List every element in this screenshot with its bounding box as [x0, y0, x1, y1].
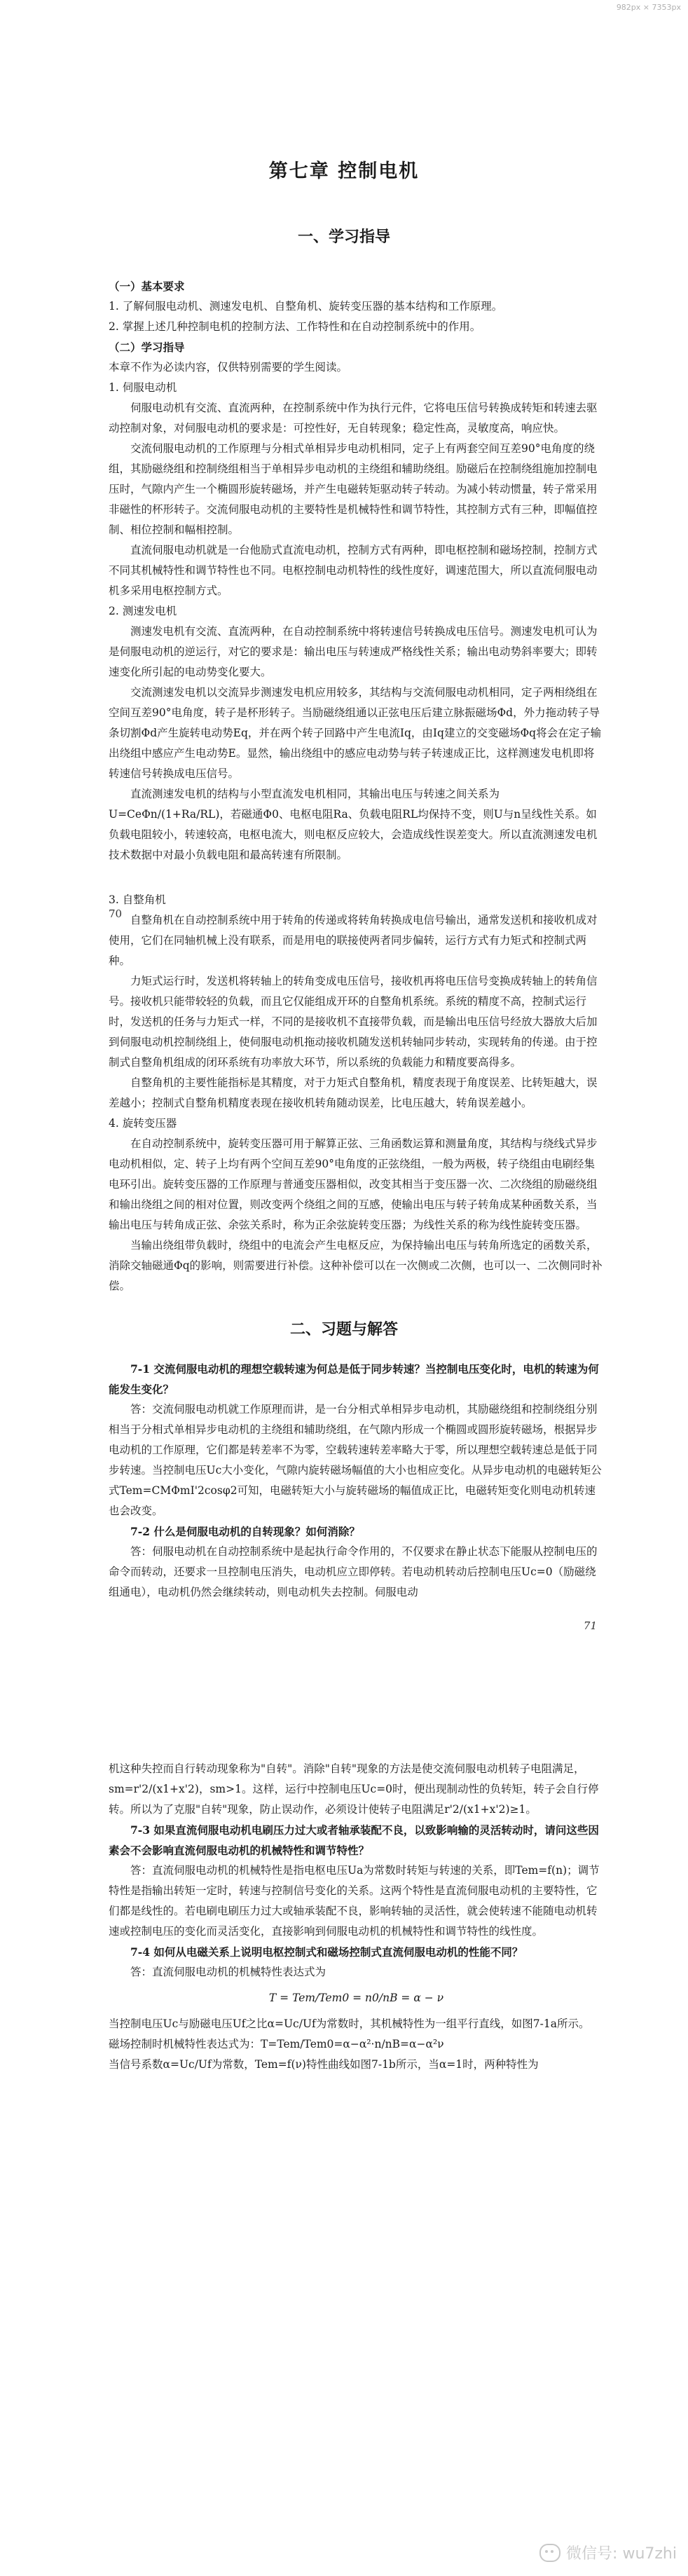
book-page-72 — [0, 1745, 688, 2576]
paragraph: 当信号系数α=Uc/Uf为常数，Tem=f(ν)特性曲线如图7-1b所示，当α=1时，两种特性为 — [109, 2058, 539, 2071]
question: 7-1 交流伺服电动机的理想空载转速为何总是低于同步转速？当控制电压变化时，电机的转速为何能发生变化？ — [109, 1362, 599, 1396]
paragraph: 直流测速发电机的结构与小型直流发电机相同，其输出电压与转速之间关系为U=CeΦn/(1+Ra/RL)，若磁通Φ0、电枢电阻Ra、负载电阻RL均保持不变，则U与n呈线性关系。如负载电阻较小，转速较高，电枢电流大，则电枢反应较大，会造成线性误差变大。所以直流测速发电机技术数据中对最小负载电阻和最高转速有所限制。 — [109, 788, 598, 861]
section-title-learning-guide: 一、学习指导 — [297, 228, 390, 246]
page3-body — [0, 1745, 688, 2075]
page2-body — [0, 862, 688, 1296]
paragraph: 3. 自整角机 — [109, 893, 166, 906]
paragraph: 交流测速发电机以交流异步测速发电机应用较多，其结构与交流伺服电动机相同，定子两相绕组在空间互差90°电角度，转子是杯形转子。当励磁绕组通以正弦电压后建立脉振磁场Φd，外力拖动转子导条切割Φd产生旋转电动势Eq，并在两个转子回路中产生电流Iq，由Iq建立的交变磁场Φq将会在定子输出绕组中感应产生电动势E。显然，输出绕组中的感应电动势与转子转速成正比，这样测速发电机即将转速信号转换成电压信号。 — [109, 686, 602, 780]
watermark-text: 微信号: wu7zhi — [566, 2545, 677, 2563]
paragraph: 在自动控制系统中，旋转变压器可用于解算正弦、三角函数运算和测量角度，其结构与绕线式异步电动机相似，定、转子上均有两个空间互差90°电角度的正弦绕组，一般为两极，转子绕组由电刷经集电环引出。旋转变压器的工作原理与普通变压器相似，改变其相当于变压器一次、二次绕组的励磁绕组和输出绕组之间的相对位置，则改变两个绕组之间的互感，使输出电压与转子转角成某种函数关系，当输出电压与转角成正弦、余弦关系时，称为正余弦旋转变压器；为线性关系的称为线性旋转变压器。 — [109, 1137, 598, 1231]
paragraph: 当控制电压Uc与励磁电压Uf之比α=Uc/Uf为常数时，其机械特性为一组平行直线，如图7-1a所示。 — [109, 2017, 590, 2030]
paragraph: 自整角机的主要性能指标是其精度，对于力矩式自整角机，精度表现于角度误差、比转矩越大，误差越小；控制式自整角机精度表现在接收机转角随动误差，比电压越大，转角误差越小。 — [109, 1076, 598, 1109]
paragraph: 答：直流伺服电动机的机械特性是指电枢电压Ua为常数时转矩与转速的关系，即Tem=f(n)；调节特性是指输出转矩一定时，转速与控制信号变化的关系。这两个特性是直流伺服电动机的主要特性，它们都是线性的。若电刷电刷压力过大或轴承装配不良，影响转轴的灵活性，就会使转速不能随电动机转速或控制电压的变化而灵活变化，直接影响到伺服电动机的机械特性和调节特性的线性度。 — [109, 1864, 600, 1938]
paragraph: 本章不作为必读内容，仅供特别需要的学生阅读。 — [109, 361, 348, 374]
page-number-70: 70 — [109, 907, 123, 920]
chapter-title: 第七章 控制电机 — [268, 160, 420, 182]
paragraph: 机这种失控而自行转动现象称为"自转"。消除"自转"现象的方法是使交流伺服电动机转子电阻满足，sm=r'2/(x1+x'2)，sm>1。这样，运行中控制电压Uc=0时，便出现制动性的负转矩，转子会自行停转。所以为了克服"自转"现象，防止误动作，必须设计使转子电阻满足r'2/(x1+x'2)≥1。 — [109, 1762, 599, 1816]
paragraph: 1. 了解伺服电动机、测速发电机、自整角机、旋转变压器的基本结构和工作原理。 — [109, 300, 503, 313]
question: 7-2 什么是伺服电动机的自转现象？如何消除？ — [130, 1525, 360, 1538]
paragraph: 答：伺服电动机在自动控制系统中是起执行命令作用的，不仅要求在静止状态下能服从控制电压的命令而转动，还要求一旦控制电压消失，电动机应立即停转。若电动机转动后控制电压Uc=0（励磁绕组通电），电动机仍然会继续转动，则电动机失去控制。伺服电动 — [109, 1545, 598, 1598]
image-size-label: 982px × 7353px — [616, 3, 681, 12]
paragraph: 4. 旋转变压器 — [109, 1117, 177, 1130]
paragraph: 答：直流伺服电动机的机械特性表达式为 — [130, 1966, 326, 1978]
paragraph: 力矩式运行时，发送机将转轴上的转角变成电压信号，接收机再将电压信号变换成转轴上的转角信号。接收机只能带较轻的负载，而且它仅能组成开环的自整角机系统。系统的精度不高，控制式运行时，发送机的任务与力矩式一样，不同的是接收机不直接带负载，而是输出电压信号经放大器放大后加到伺服电动机控制绕组上，使伺服电动机拖动接收机随发送机转轴同步转动，实现转角的传递。由于控制式自整角机组成的闭环系统有功率放大环节，所以系统的负载能力和精度要高得多。 — [109, 975, 598, 1069]
paragraph: 2. 掌握上述几种控制电机的控制方法、工作特性和在自动控制系统中的作用。 — [109, 320, 481, 333]
page1-body — [0, 276, 688, 865]
paragraph: 1. 伺服电动机 — [109, 381, 177, 394]
paragraph: 交流伺服电动机的工作原理与分相式单相异步电动机相同，定子上有两套空间互差90°电角度的绕组，其励磁绕组和控制绕组相当于单相异步电动机的主绕组和辅助绕组。励磁后在控制绕组施加控制电压时，气隙内产生一个椭圆形旋转磁场，并产生电磁转矩驱动转子转动。为减小转动惯量，转子常采用非磁性的杯形转子。交流伺服电动机的主要特性是机械特性和调节特性，其控制方式有三种，即幅值控制、相位控制和幅相控制。 — [109, 442, 598, 536]
paragraph: 答：交流伺服电动机就工作原理而讲，是一台分相式单相异步电动机，其励磁绕组和控制绕组分别相当于分相式单相异步电动机的主绕组和辅助绕组，在气隙内形成一个椭圆或圆形旋转磁场，根据异步电动机的工作原理，它们都是转差率不为零，空载转速转差率略大于零，所以理想空载转速总是低于同步转速。当控制电压Uc大小变化，气隙内旋转磁场幅值的大小也相应变化。从异步电动机的电磁转矩公式Tem=CMΦmI'2cosφ2可知，电磁转矩大小与旋转磁场的幅值成正比，电磁转矩变化则电动机转速也会改变。 — [109, 1403, 602, 1517]
paragraph: 伺服电动机有交流、直流两种，在控制系统中作为执行元件，它将电压信号转换成转矩和转速去驱动控制对象，对伺服电动机的要求是：可控性好，无自转现象；稳定性高，灵敏度高，响应快。 — [109, 402, 598, 434]
page2-qa — [0, 1359, 688, 1603]
paragraph: 自整角机在自动控制系统中用于转角的传递或将转角转换成电信号输出，通常发送机和接收机成对使用，它们在同轴机械上没有联系，而是用电的联接使两者同步偏转，运行方式有力矩式和控制式两种。 — [109, 914, 598, 967]
question: 7-4 如何从电磁关系上说明电枢控制式和磁场控制式直流伺服电动机的性能不同？ — [130, 1945, 523, 1959]
paragraph: 磁场控制时机械特性表达式为：T=Tem/Tem0=α−α²·n/nB=α−α²ν — [109, 2038, 444, 2050]
book-page-71 — [0, 862, 688, 1738]
page-number-71: 71 — [583, 1619, 597, 1632]
paragraph: 测速发电机有交流、直流两种，在自动控制系统中将转速信号转换成电压信号。测速发电机可认为是伺服电动机的逆运行，对它的要求是：输出电压与转速成严格线性关系；输出电动势斜率要大；即转速变化所引起的电动势变化要大。 — [109, 625, 598, 678]
wechat-watermark — [539, 2542, 677, 2563]
section-title-exercises: 二、习题与解答 — [289, 1320, 398, 1338]
paragraph: 2. 测速发电机 — [109, 605, 177, 617]
wechat-icon — [539, 2544, 560, 2562]
subheading: （一）基本要求 — [109, 280, 185, 293]
question: 7-3 如果直流伺服电动机电刷压力过大或者轴承装配不良，以致影响输的灵活转动时，请问这些因素会不会影响直流伺服电动机的机械特性和调节特性？ — [109, 1823, 599, 1857]
paragraph: 直流伺服电动机就是一台他励式直流电动机，控制方式有两种，即电枢控制和磁场控制，控制方式不同其机械特性和调节特性也不同。电枢控制电动机特性的线性度好，调速范围大，所以直流伺服电动机多采用电枢控制方式。 — [109, 544, 598, 597]
subheading: （二）学习指导 — [109, 341, 185, 354]
paragraph: 当输出绕组带负载时，绕组中的电流会产生电枢反应，为保持输出电压与转角所选定的函数关系，消除交轴磁通Φq的影响，则需要进行补偿。这种补偿可以在一次侧或二次侧，也可以一、二次侧同时补偿。 — [109, 1239, 603, 1292]
equation: T = Tem/Tem0 = n0/nB = α − ν — [268, 1992, 444, 2004]
